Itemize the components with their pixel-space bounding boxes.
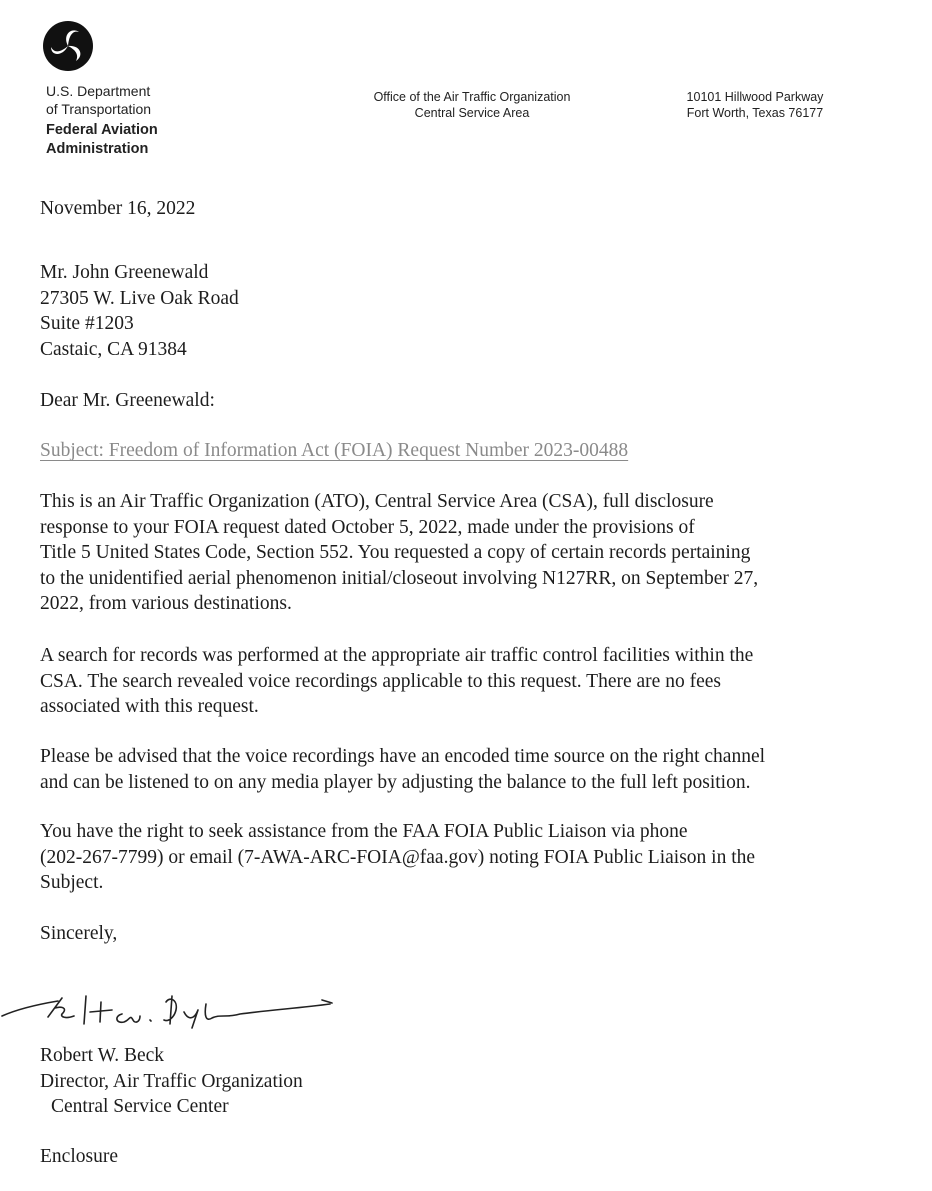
signer-name: Robert W. Beck [40, 1045, 165, 1066]
paragraph-line: response to your FOIA request dated October 5, 2022, made under the provisions of [40, 516, 695, 538]
body-paragraph [40, 819, 880, 896]
salutation: Dear Mr. Greenewald: [40, 390, 215, 411]
recipient-line: Suite #1203 [40, 313, 134, 334]
office-name [300, 89, 644, 121]
handwritten-signature [0, 990, 350, 1040]
paragraph-line: 2022, from various destinations. [40, 593, 292, 614]
department-line: of Transportation [46, 101, 152, 117]
paragraph-line: You have the right to seek assistance from the FAA FOIA Public Liaison via phone [40, 821, 688, 842]
address-line: Fort Worth, Texas 76177 [686, 106, 824, 120]
paragraph-line: to the unidentified aerial phenomenon initial/closeout involving N127RR, on September 27, [40, 567, 759, 589]
paragraph-line: (202-267-7799) or email (7-AWA-ARC-FOIA@faa.gov) noting FOIA Public Liaison in the [40, 846, 756, 868]
paragraph-line: This is an Air Traffic Organization (ATO), Central Service Area (CSA), full disclosure [40, 491, 714, 512]
office-address [610, 89, 900, 121]
office-line: Office of the Air Traffic Organization [373, 90, 571, 104]
paragraph-line: Title 5 United States Code, Section 552. You requested a copy of certain records pertaining [40, 542, 751, 563]
department-line: U.S. Department [46, 83, 151, 99]
closing: Sincerely, [40, 923, 118, 944]
subject-line: Subject: Freedom of Information Act (FOIA) Request Number 2023-00488 [40, 440, 629, 461]
body-paragraph [40, 643, 880, 720]
enclosure-note: Enclosure [40, 1146, 118, 1167]
letter-date: November 16, 2022 [40, 198, 196, 219]
paragraph-line: and can be listened to on any media player by adjusting the balance to the full left position. [40, 771, 751, 793]
agency-name [46, 82, 158, 159]
office-line: Central Service Area [414, 106, 530, 120]
address-line: 10101 Hillwood Parkway [686, 90, 824, 104]
administration-line: Administration [46, 141, 149, 157]
paragraph-line: CSA. The search revealed voice recordings applicable to this request. There are no fees [40, 670, 721, 692]
recipient-address [40, 260, 239, 362]
signer-office: Central Service Center [51, 1096, 229, 1117]
body-paragraph [40, 744, 900, 795]
recipient-line: 27305 W. Live Oak Road [40, 287, 239, 309]
paragraph-line: Please be advised that the voice recordings have an encoded time source on the right channel [40, 746, 766, 767]
paragraph-line: associated with this request. [40, 696, 259, 717]
recipient-line: Castaic, CA 91384 [40, 338, 187, 360]
signer-title: Director, Air Traffic Organization [40, 1070, 303, 1092]
paragraph-line: A search for records was performed at the appropriate air traffic control facilities within the [40, 645, 754, 666]
dot-triskelion-logo [42, 20, 94, 72]
recipient-line: Mr. John Greenewald [40, 262, 209, 283]
signer-block [40, 1043, 303, 1120]
paragraph-line: Subject. [40, 872, 104, 893]
administration-line: Federal Aviation [46, 122, 158, 138]
body-paragraph [40, 489, 880, 617]
